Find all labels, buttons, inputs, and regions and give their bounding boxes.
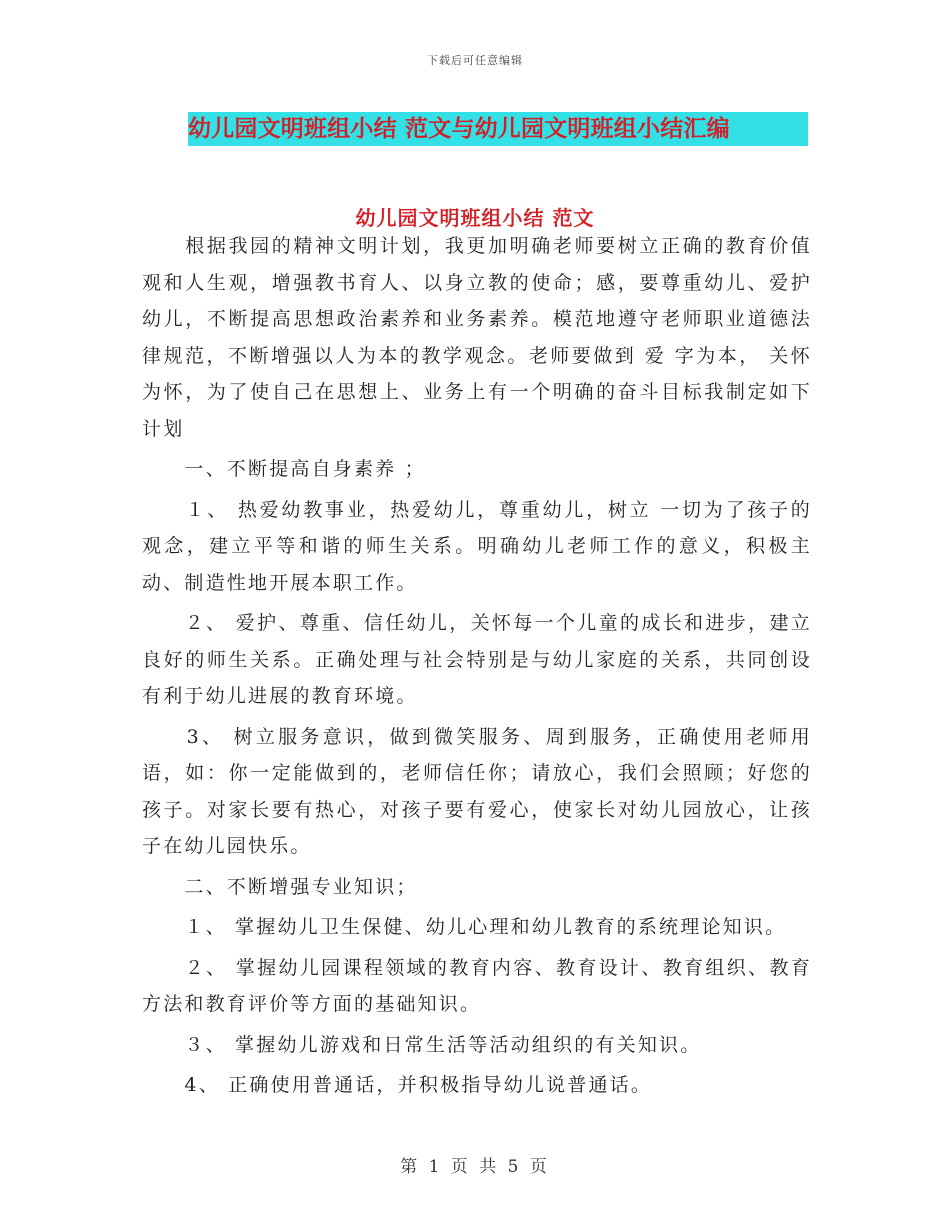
paragraph-item-3: 3、 树立服务意识，做到微笑服务、周到服务，正确使用老师用语，如：你一定能做到的，老师信任你；请放心，我们会照顾；好您的孩子。对家长要有热心，对孩子要有爱心，使家长对幼儿园放心，让孩子在幼儿园快乐。 (142, 725, 812, 857)
paragraph-item-2: ２、 爱护、尊重、信任幼儿，关怀每一个儿童的成长和进步，建立良好的师生关系。正确处理与社会特别是与幼儿家庭的关系，共同创设有利于幼儿进展的教育环境。 (142, 612, 812, 707)
paragraph-knowledge-2: ２、 掌握幼儿园课程领域的教育内容、教育设计、教育组织、教育方法和教育评价等方面的基础知识。 (142, 956, 812, 1015)
paragraph-knowledge-3: ３、 掌握幼儿游戏和日常生活等活动组织的有关知识。 (142, 1033, 702, 1056)
document-body (142, 228, 812, 1104)
heading-self-improvement: 一、不断提高自身素养 ； (142, 458, 426, 480)
main-title-highlight (188, 112, 808, 146)
paragraph-knowledge-1: １、 掌握幼儿卫生保健、幼儿心理和幼儿教育的系统理论知识。 (142, 916, 787, 938)
paragraph-item-1: １、 热爱幼教事业，热爱幼儿，尊重幼儿，树立 一切为了孩子的观念，建立平等和谐的师生关系。明确幼儿老师工作的意义，积极主动、制造性地开展本职工作。 (142, 498, 812, 594)
section-title: 幼儿园文明班组小结 范文 (355, 206, 595, 230)
page-header-note: 下载后可任意编辑 (427, 54, 523, 67)
page-number: 第 1 页 共 5 页 (400, 1157, 550, 1177)
paragraph-knowledge-4: 4、 正确使用普通话，并积极指导幼儿说普通话。 (142, 1074, 653, 1096)
main-title: 幼儿园文明班组小结 范文与幼儿园文明班组小结汇编 (188, 115, 730, 142)
heading-professional-knowledge: 二、不断增强专业知识； (142, 875, 418, 898)
paragraph-intro: 根据我园的精神文明计划，我更加明确老师要树立正确的教育价值观和人生观，增强教书育人、以身立教的使命；感，要尊重幼儿、爱护幼儿，不断提高思想政治素养和业务素养。模范地遵守老师职业道德法律规范，不断增强以人为本的教学观念。老师要做到 爱 字为本， 关怀 为怀，为了使自己在思想上、业务上有一个明确的奋斗目标我制定如下计划 (142, 235, 812, 440)
